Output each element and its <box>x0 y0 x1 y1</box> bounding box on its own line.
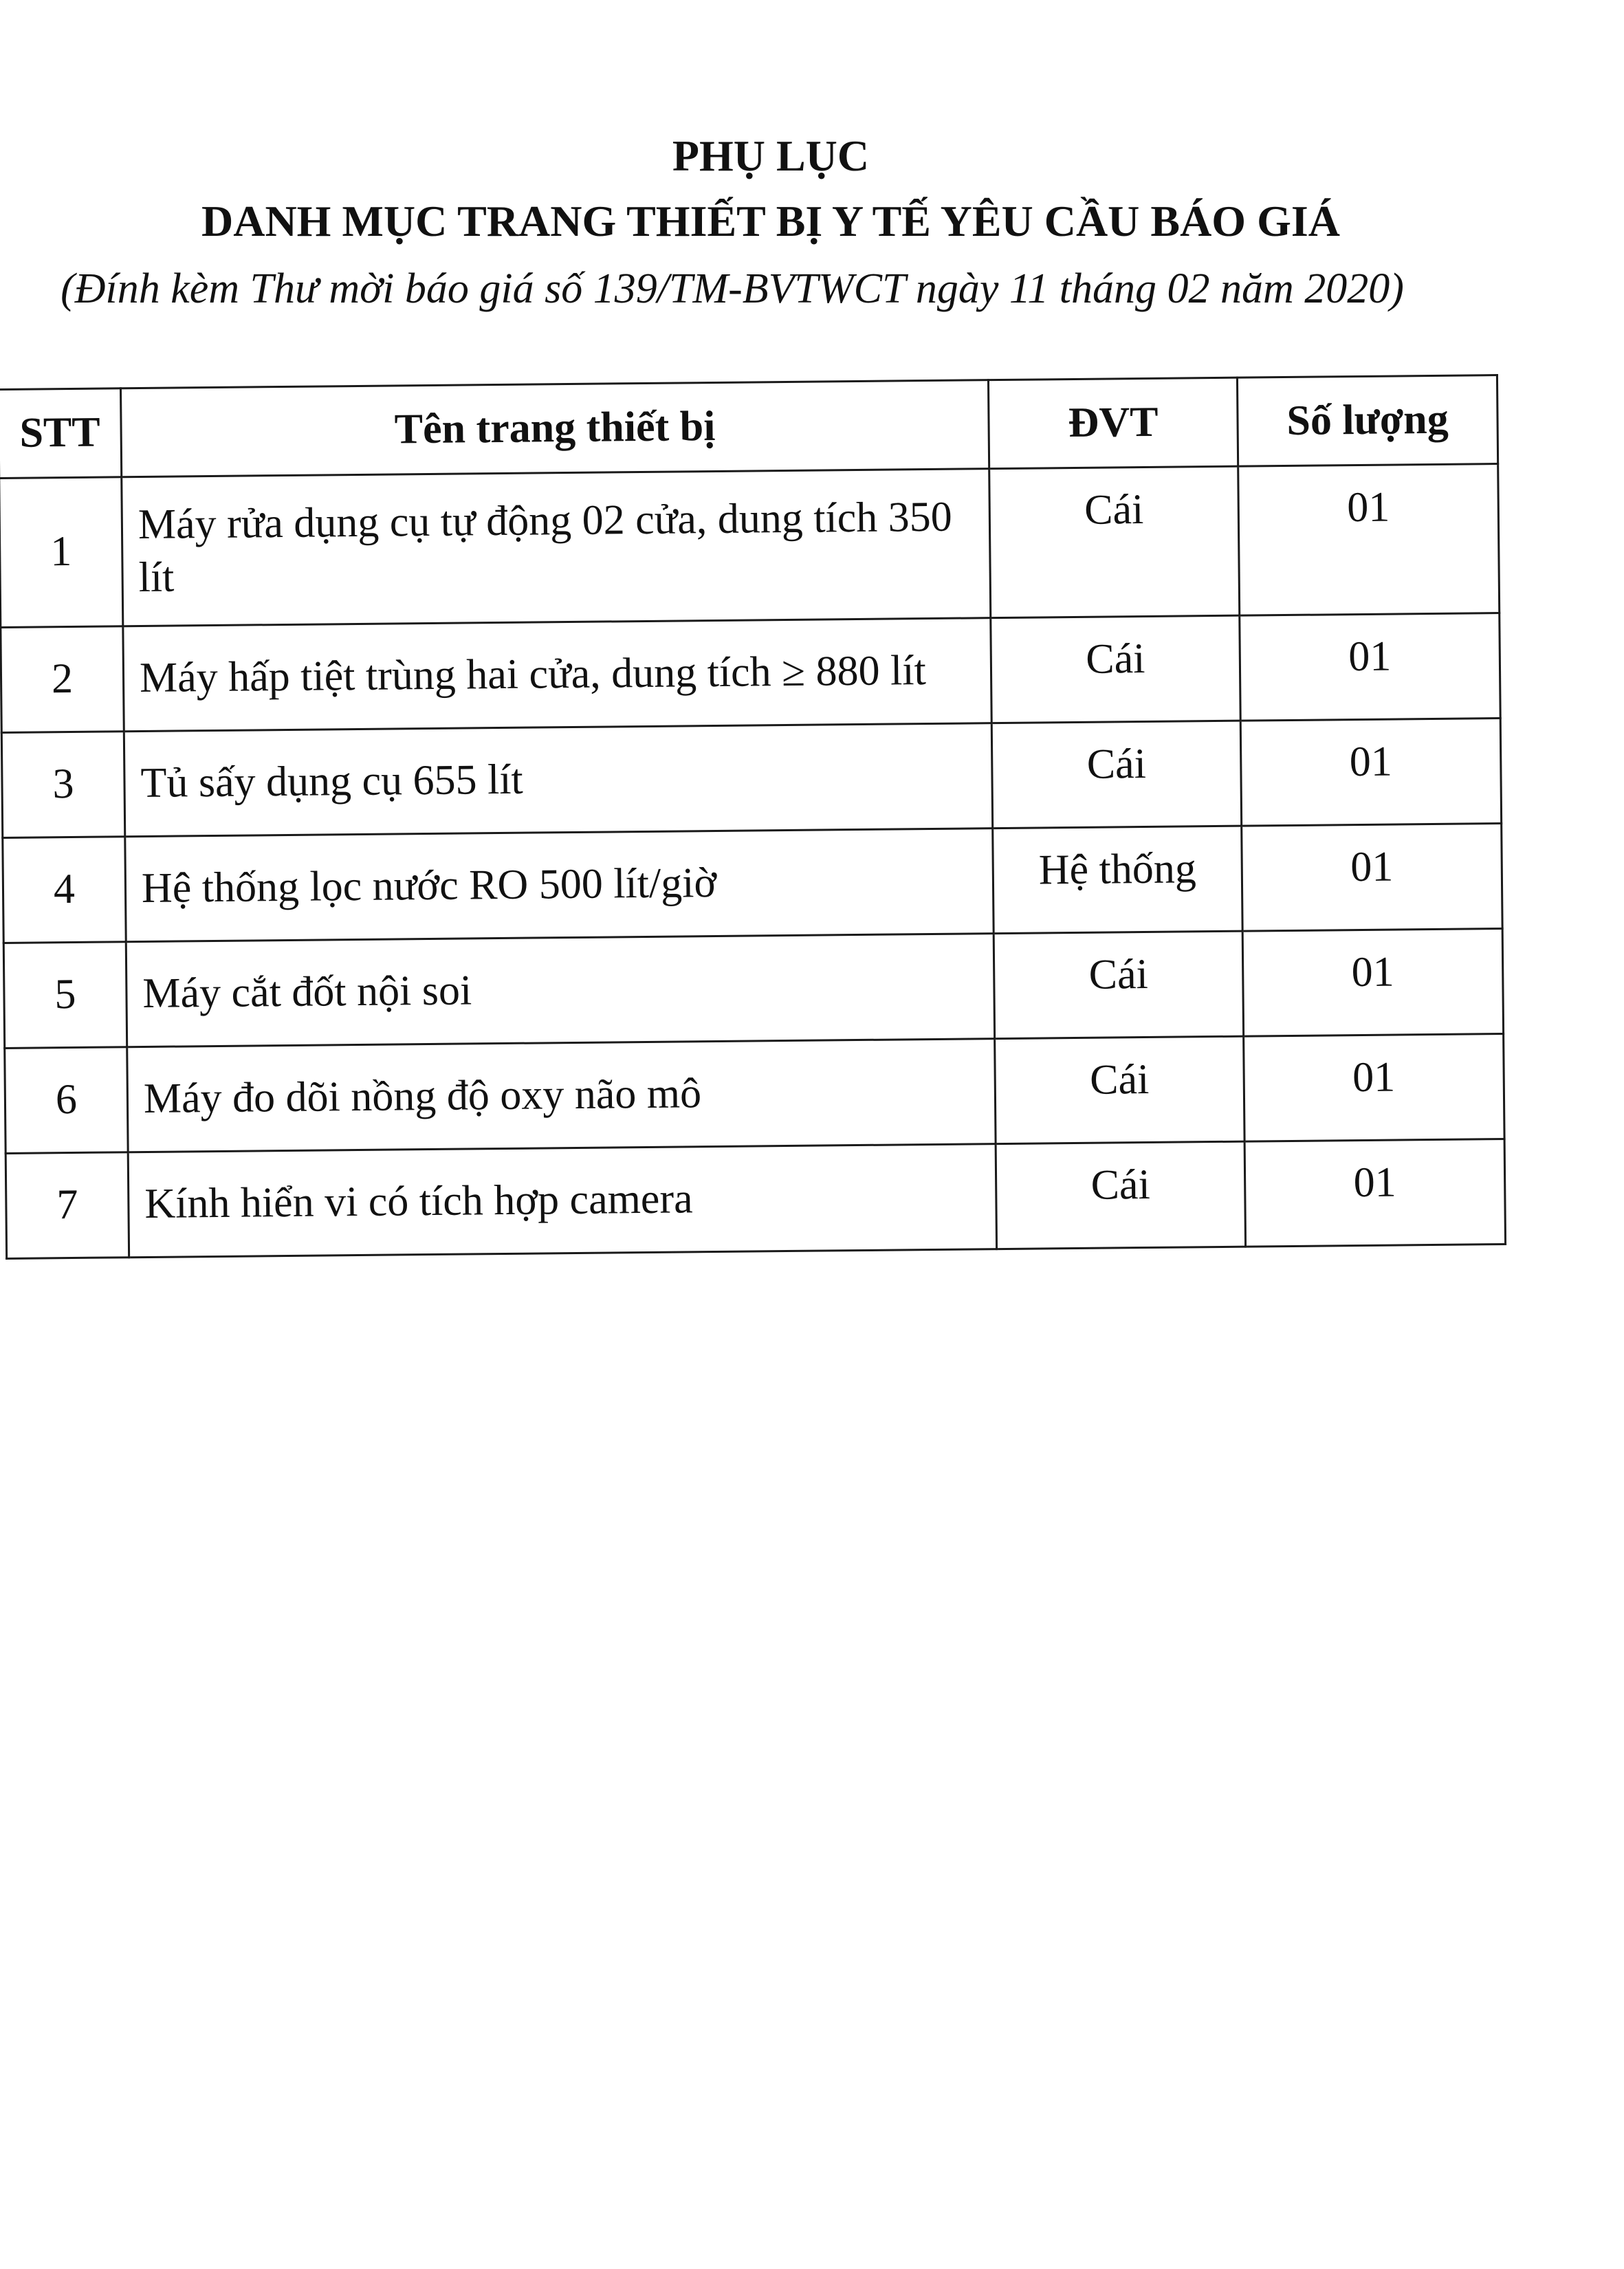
cell-stt: 1 <box>0 477 123 628</box>
cell-stt: 7 <box>6 1152 129 1259</box>
table-row <box>3 929 1503 1049</box>
cell-qty: 01 <box>1244 1034 1504 1142</box>
document-subtitle: DANH MỤC TRANG THIẾT BỊ Y TẾ YÊU CẦU BÁO GIÁ <box>201 197 1340 245</box>
cell-name: Tủ sấy dụng cụ 655 lít <box>124 723 992 837</box>
cell-unit: Cái <box>991 615 1240 723</box>
table-row <box>6 1139 1505 1259</box>
cell-unit: Cái <box>989 466 1240 617</box>
cell-name: Máy cắt đốt nội soi <box>126 934 994 1047</box>
cell-unit: Cái <box>996 1141 1245 1249</box>
cell-qty: 01 <box>1242 824 1502 932</box>
header-unit: ĐVT <box>988 377 1238 468</box>
cell-qty: 01 <box>1244 1139 1505 1247</box>
cell-qty: 01 <box>1240 613 1500 721</box>
cell-stt: 5 <box>3 942 127 1049</box>
equipment-table-wrapper <box>0 374 1504 1260</box>
cell-qty: 01 <box>1240 719 1501 826</box>
table-header-row <box>0 375 1498 479</box>
cell-stt: 2 <box>1 626 124 733</box>
equipment-table <box>0 374 1506 1260</box>
document-title: PHỤ LỤC <box>672 131 870 180</box>
table-row <box>1 719 1501 838</box>
cell-qty: 01 <box>1238 464 1500 616</box>
cell-unit: Cái <box>995 1036 1244 1143</box>
table-row <box>3 824 1502 943</box>
cell-stt: 4 <box>3 837 126 943</box>
table-row <box>1 613 1500 733</box>
header-name: Tên trang thiết bị <box>121 380 989 477</box>
document-reference: (Đính kèm Thư mời báo giá số 139/TM-BVTWCT ngày 11 tháng 02 năm 2020) <box>61 265 1404 312</box>
cell-name: Máy rửa dụng cụ tự động 02 cửa, dung tích 350 lít <box>122 469 991 626</box>
table-row <box>5 1034 1504 1154</box>
cell-unit: Cái <box>994 931 1243 1038</box>
header-stt: STT <box>0 388 122 479</box>
cell-name: Máy đo dõi nồng độ oxy não mô <box>127 1039 996 1152</box>
cell-stt: 6 <box>5 1047 128 1154</box>
cell-qty: 01 <box>1242 929 1503 1037</box>
cell-name: Hệ thống lọc nước RO 500 lít/giờ <box>125 829 994 942</box>
cell-stt: 3 <box>1 732 124 838</box>
cell-unit: Cái <box>991 721 1241 828</box>
table-row <box>0 464 1500 628</box>
cell-unit: Hệ thống <box>993 826 1242 933</box>
cell-name: Kính hiển vi có tích hợp camera <box>128 1144 996 1258</box>
cell-name: Máy hấp tiệt trùng hai cửa, dung tích ≥ 880 lít <box>123 618 991 732</box>
header-qty: Số lượng <box>1237 375 1497 467</box>
